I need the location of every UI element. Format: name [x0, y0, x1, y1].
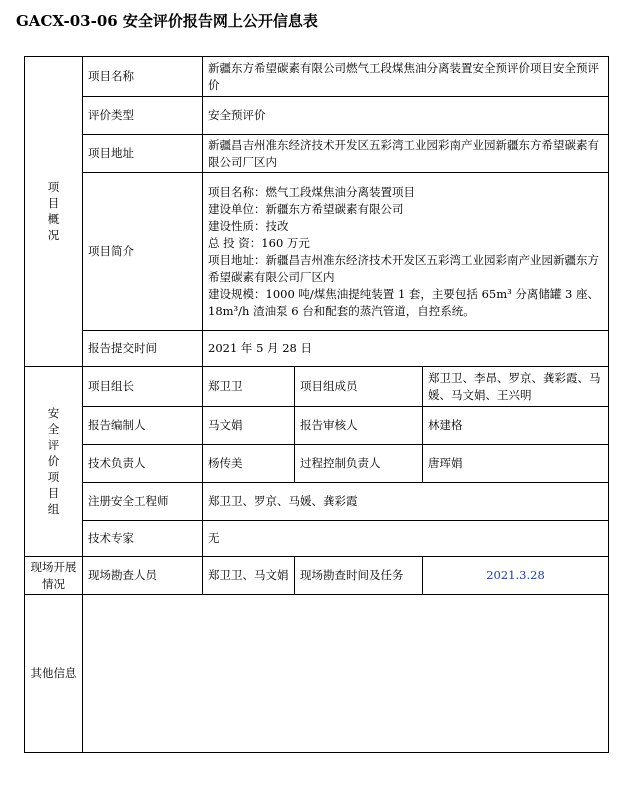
site-inspectors-value: 郑卫卫、马文娟 — [203, 557, 295, 595]
team-members-value: 郑卫卫、李昂、罗京、龚彩霞、马媛、马文娟、王兴明 — [423, 367, 609, 407]
process-lead-label: 过程控制负责人 — [295, 445, 423, 483]
project-intro-label: 项目简介 — [83, 173, 203, 331]
intro-line: 总 投 资：160 万元 — [208, 235, 310, 250]
section-overview: 项目概况 — [25, 57, 83, 367]
eval-type-value: 安全预评价 — [203, 97, 609, 135]
report-author-label: 报告编制人 — [83, 407, 203, 445]
project-name-value: 新疆东方希望碳素有限公司燃气工段煤焦油分离装置安全预评价项目安全预评价 — [203, 57, 609, 97]
site-time-value: 2021.3.28 — [423, 557, 609, 595]
other-info-value — [83, 595, 609, 753]
section-team: 安全评价项目组 — [25, 367, 83, 557]
report-reviewer-value: 林建格 — [423, 407, 609, 445]
section-site: 现场开展情况 — [25, 557, 83, 595]
project-address-value: 新疆昌吉州准东经济技术开发区五彩湾工业园彩南产业园新疆东方希望碳素有限公司厂区内 — [203, 135, 609, 173]
document-title: GACX-03-06 安全评价报告网上公开信息表 — [16, 12, 318, 30]
info-table — [24, 56, 609, 753]
tech-expert-value: 无 — [203, 521, 609, 557]
intro-line: 建设规模：1000 吨/煤焦油提纯装置 1 套，主要包括 65m³ 分离储罐 3 座、18m³/h 渣油泵 6 台和配套的蒸汽管道，自控系统。 — [208, 286, 600, 318]
site-time-label: 现场勘查时间及任务 — [295, 557, 423, 595]
intro-line: 建设单位：新疆东方希望碳素有限公司 — [208, 201, 404, 216]
project-address-label: 项目地址 — [83, 135, 203, 173]
team-leader-label: 项目组长 — [83, 367, 203, 407]
site-inspectors-label: 现场勘查人员 — [83, 557, 203, 595]
safety-engineers-value: 郑卫卫、罗京、马媛、龚彩霞 — [203, 483, 609, 521]
tech-lead-value: 杨传美 — [203, 445, 295, 483]
process-lead-value: 唐珲娟 — [423, 445, 609, 483]
project-intro-value — [203, 173, 609, 331]
intro-line: 项目地址：新疆昌吉州准东经济技术开发区五彩湾工业园彩南产业园新疆东方希望碳素有限公司厂区内 — [208, 252, 599, 284]
safety-engineers-label: 注册安全工程师 — [83, 483, 203, 521]
team-members-label: 项目组成员 — [295, 367, 423, 407]
tech-expert-label: 技术专家 — [83, 521, 203, 557]
tech-lead-label: 技术负责人 — [83, 445, 203, 483]
submit-time-label: 报告提交时间 — [83, 331, 203, 367]
report-reviewer-label: 报告审核人 — [295, 407, 423, 445]
submit-time-value: 2021 年 5 月 28 日 — [203, 331, 609, 367]
section-other: 其他信息 — [25, 595, 83, 753]
intro-line: 项目名称：燃气工段煤焦油分离装置项目 — [208, 184, 415, 199]
report-author-value: 马文娟 — [203, 407, 295, 445]
intro-line: 建设性质：技改 — [208, 218, 289, 233]
eval-type-label: 评价类型 — [83, 97, 203, 135]
project-name-label: 项目名称 — [83, 57, 203, 97]
team-leader-value: 郑卫卫 — [203, 367, 295, 407]
